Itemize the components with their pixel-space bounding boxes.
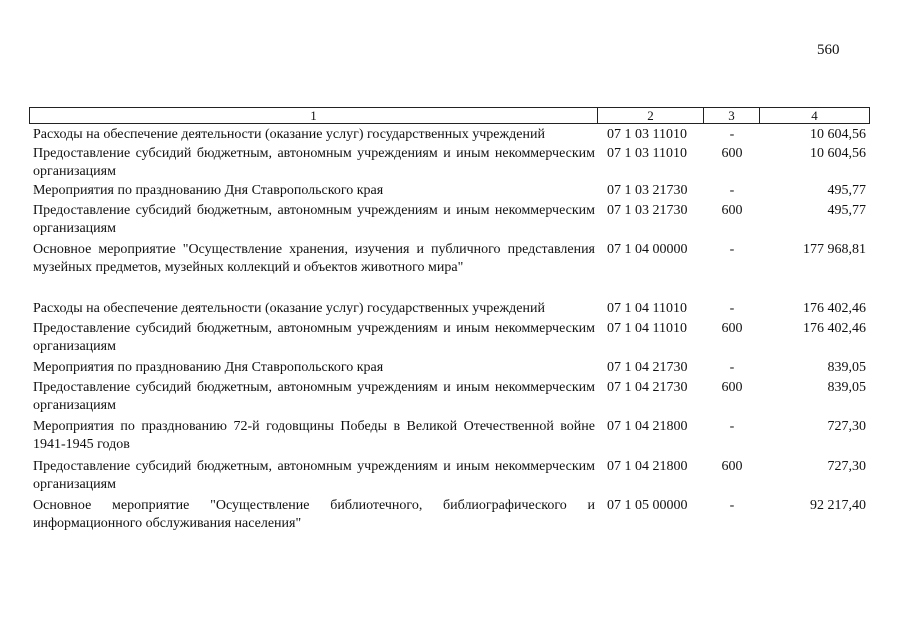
- row-amount: 92 217,40: [810, 498, 866, 513]
- row-amount: 839,05: [827, 380, 866, 395]
- row-name: Мероприятия по празднованию Дня Ставропольского края: [33, 183, 384, 198]
- header-col-1: 1: [29, 107, 598, 124]
- header-col-3: 3: [703, 107, 760, 124]
- row-amount: 176 402,46: [803, 321, 866, 336]
- row-code: 07 1 04 21800: [607, 419, 688, 434]
- row-name: Предоставление субсидий бюджетным, автономным учреждениям и иным некоммерческим организациям: [33, 203, 595, 236]
- row-name: Основное мероприятие "Осуществление библиотечного, библиографического и информационного обслуживания населения": [33, 498, 595, 531]
- row-type: -: [729, 419, 735, 434]
- row-amount: 727,30: [827, 419, 866, 434]
- row-name: Мероприятия по празднованию Дня Ставропольского края: [33, 360, 384, 375]
- row-type: 600: [721, 203, 743, 218]
- row-amount: 839,05: [827, 360, 866, 375]
- row-code: 07 1 05 00000: [607, 498, 688, 513]
- row-code: 07 1 03 21730: [607, 183, 688, 198]
- row-type: -: [729, 183, 735, 198]
- header-col-4: 4: [759, 107, 870, 124]
- row-name: Основное мероприятие "Осуществление хранения, изучения и публичного представления музейных предметов, музейных коллекций и объектов животного мира": [33, 242, 595, 275]
- row-code: 07 1 04 11010: [607, 321, 687, 336]
- row-code: 07 1 04 21730: [607, 380, 688, 395]
- row-amount: 10 604,56: [810, 146, 866, 161]
- row-name: Расходы на обеспечение деятельности (оказание услуг) государственных учреждений: [33, 127, 545, 142]
- row-name: Предоставление субсидий бюджетным, автономным учреждениям и иным некоммерческим организациям: [33, 380, 595, 413]
- header-col-2: 2: [597, 107, 704, 124]
- row-name: Мероприятия по празднованию 72-й годовщины Победы в Великой Отечественной войне 1941-1945 годов: [33, 419, 595, 452]
- row-type: -: [729, 242, 735, 257]
- page-number: 560: [817, 42, 840, 58]
- row-type: -: [729, 360, 735, 375]
- row-type: -: [729, 498, 735, 513]
- row-code: 07 1 03 11010: [607, 127, 687, 142]
- row-amount: 495,77: [827, 203, 866, 218]
- row-amount: 176 402,46: [803, 301, 866, 316]
- row-amount: 495,77: [827, 183, 866, 198]
- row-code: 07 1 04 11010: [607, 301, 687, 316]
- row-code: 07 1 04 21730: [607, 360, 688, 375]
- row-name: Предоставление субсидий бюджетным, автономным учреждениям и иным некоммерческим организациям: [33, 459, 595, 492]
- row-code: 07 1 03 21730: [607, 203, 688, 218]
- row-type: 600: [721, 459, 743, 474]
- row-amount: 10 604,56: [810, 127, 866, 142]
- row-type: 600: [721, 146, 743, 161]
- row-name: Предоставление субсидий бюджетным, автономным учреждениям и иным некоммерческим организациям: [33, 146, 595, 179]
- row-amount: 727,30: [827, 459, 866, 474]
- row-code: 07 1 04 21800: [607, 459, 688, 474]
- row-code: 07 1 03 11010: [607, 146, 687, 161]
- row-code: 07 1 04 00000: [607, 242, 688, 257]
- row-name: Предоставление субсидий бюджетным, автономным учреждениям и иным некоммерческим организациям: [33, 321, 595, 354]
- row-type: -: [729, 127, 735, 142]
- row-type: -: [729, 301, 735, 316]
- row-type: 600: [721, 380, 743, 395]
- row-name: Расходы на обеспечение деятельности (оказание услуг) государственных учреждений: [33, 301, 545, 316]
- row-type: 600: [721, 321, 743, 336]
- row-amount: 177 968,81: [803, 242, 866, 257]
